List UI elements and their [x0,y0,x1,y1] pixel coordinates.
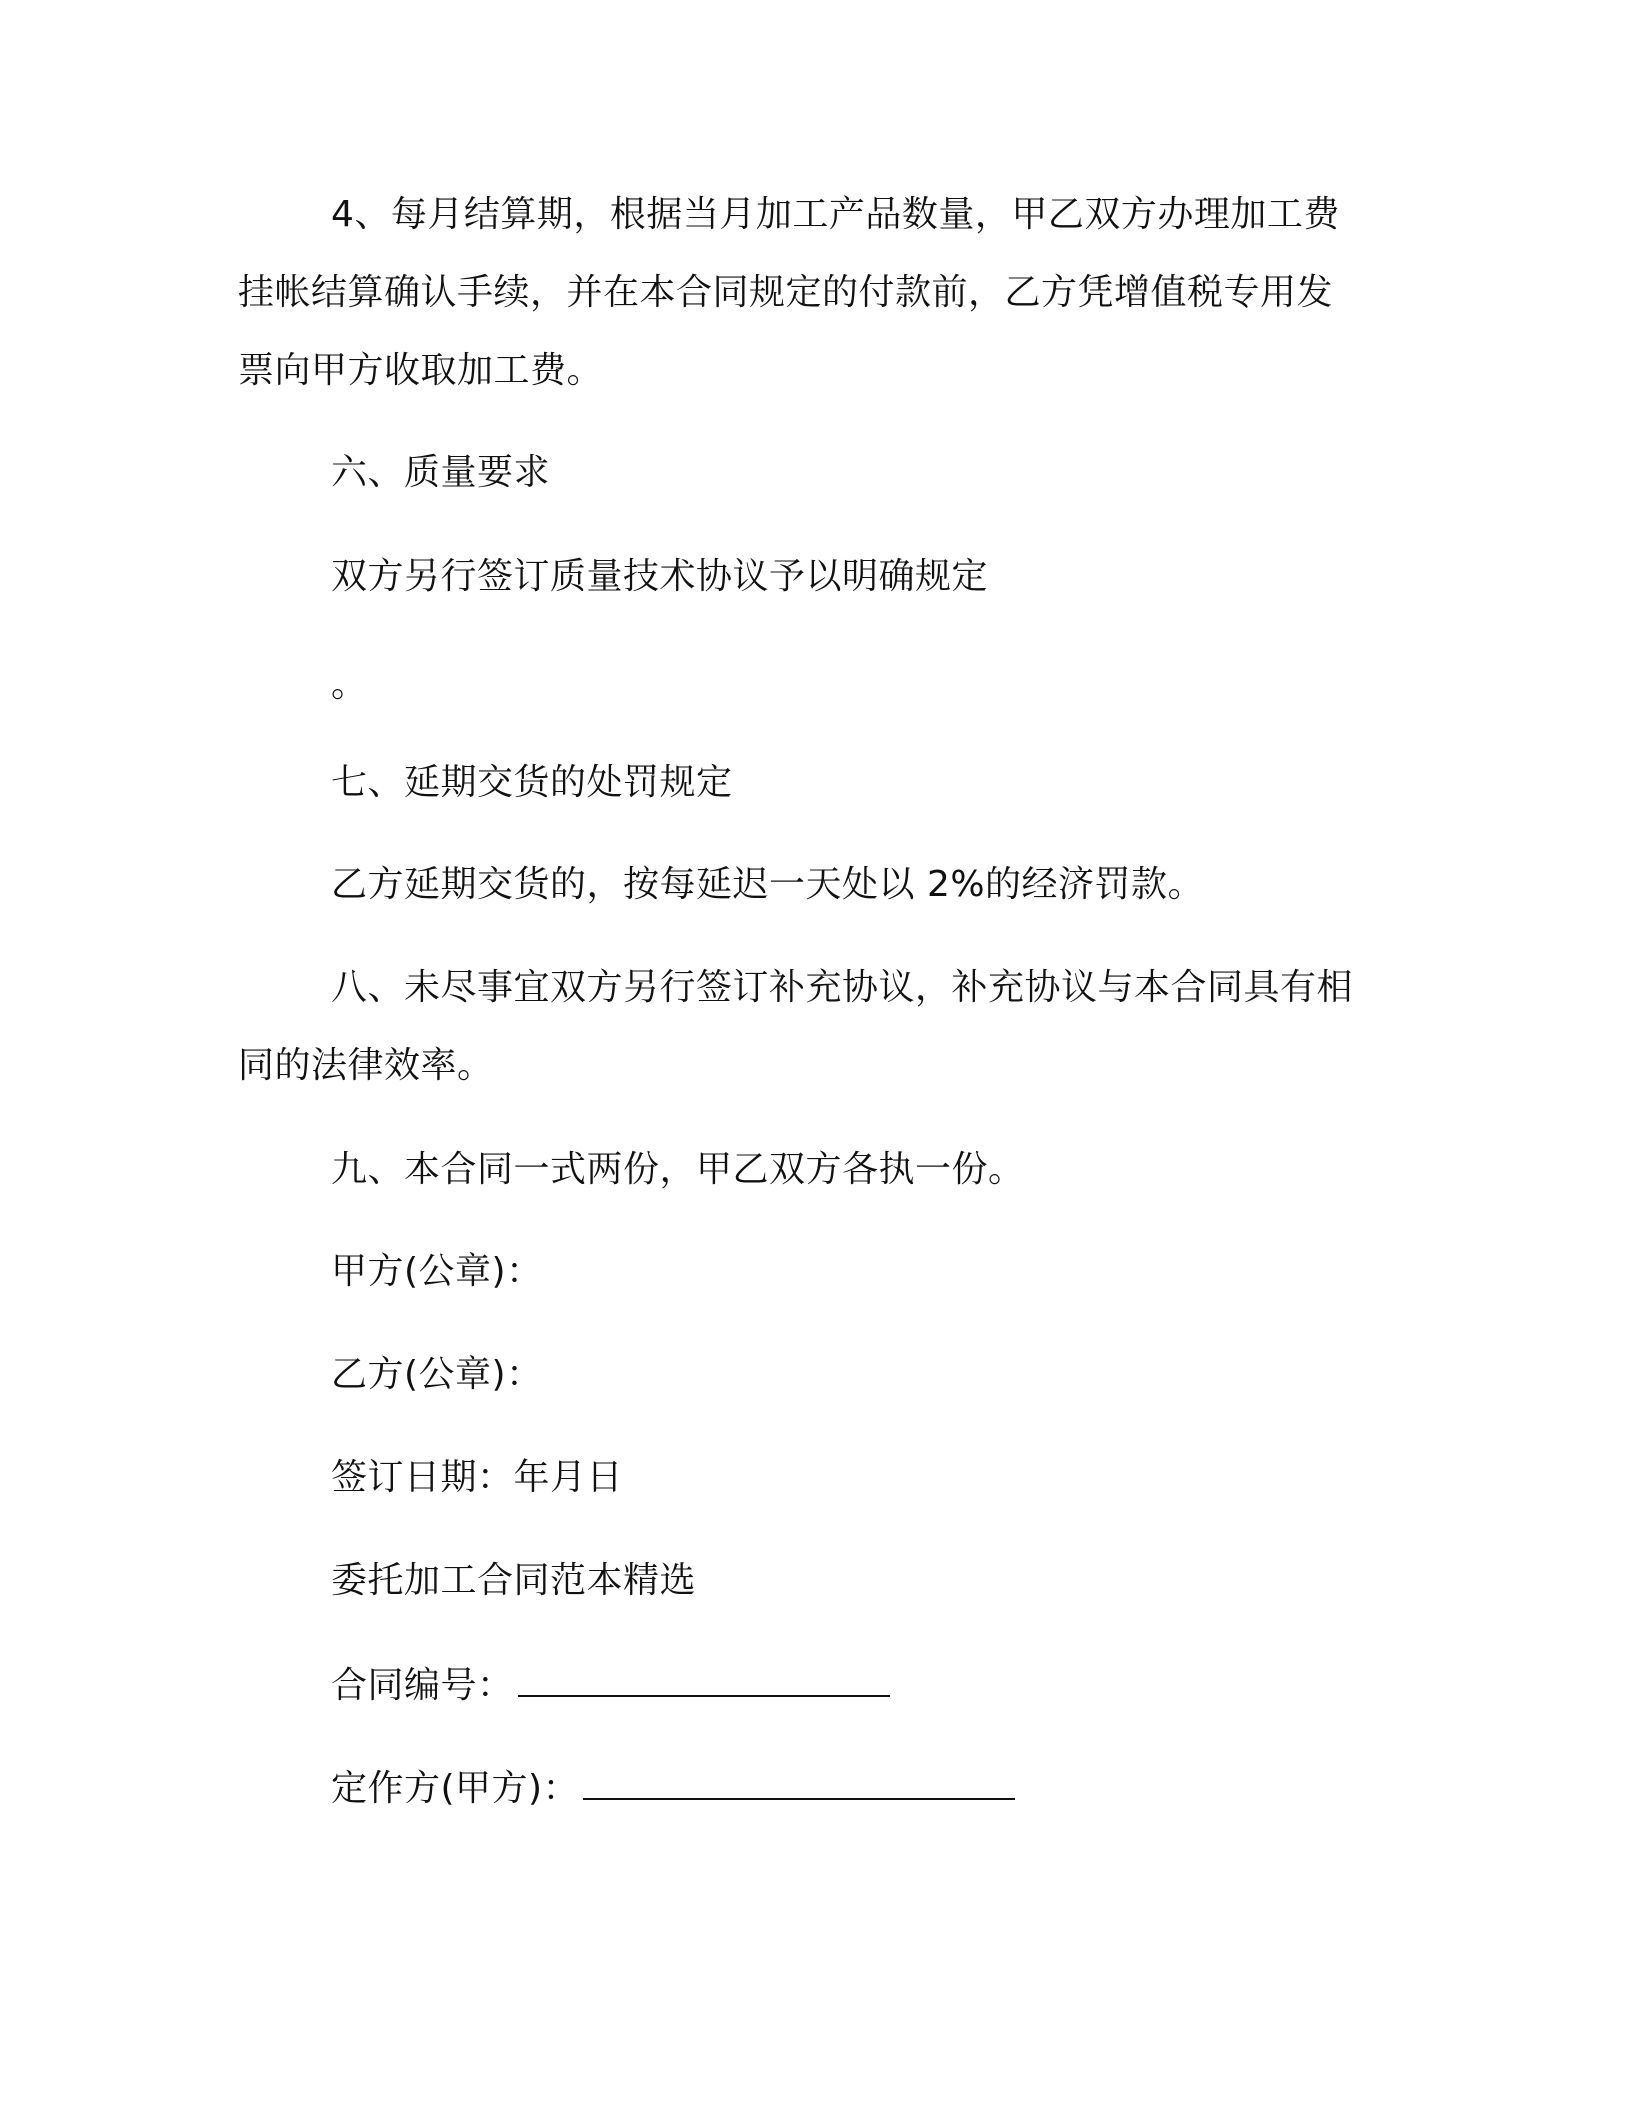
para4-line2: 挂帐结算确认手续，并在本合同规定的付款前，乙方凭增值税专用发 [238,272,1334,313]
sign-date-label: 签订日期：年月日 [331,1457,624,1498]
section6-stray-period: 。 [331,664,368,705]
ordering-party-label: 定作方(甲方)： [331,1768,580,1809]
contract-number-label: 合同编号： [331,1665,514,1706]
contract-number-row [331,1661,890,1709]
section9-text: 九、本合同一式两份，甲乙双方各执一份。 [331,1149,1025,1190]
ordering-party-row [331,1764,1015,1812]
section8-line1: 八、未尽事宜双方另行签订补充协议，补充协议与本合同具有相 [331,967,1354,1008]
contract-number-blank[interactable] [518,1661,890,1697]
next-contract-title: 委托加工合同范本精选 [331,1560,697,1601]
para4-line1: 4、每月结算期，根据当月加工产品数量，甲乙双方办理加工费 [331,194,1340,235]
section6-body: 双方另行签订质量技术协议予以明确规定 [331,556,989,597]
party-a-seal-label: 甲方(公章)： [331,1251,543,1292]
section6-heading: 六、质量要求 [331,452,551,493]
ordering-party-blank[interactable] [583,1764,1015,1800]
party-b-seal-label: 乙方(公章)： [331,1354,543,1395]
para4-line3: 票向甲方收取加工费。 [238,350,604,391]
section7-body: 乙方延期交货的，按每延迟一天处以 2%的经济罚款。 [331,864,1205,905]
section7-heading: 七、延期交货的处罚规定 [331,762,733,803]
section8-line2: 同的法律效率。 [238,1045,494,1086]
